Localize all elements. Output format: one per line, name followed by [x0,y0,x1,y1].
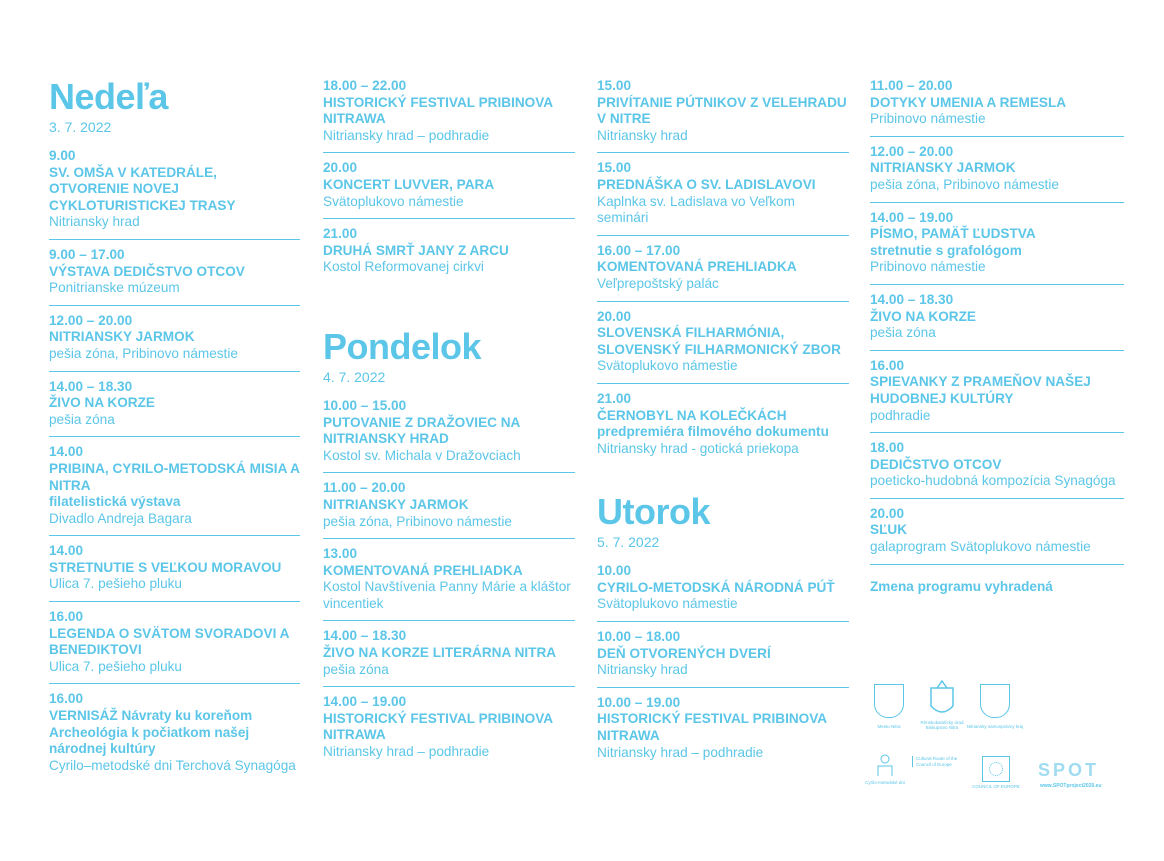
event-place: pešia zóna, Pribinovo námestie [870,176,1059,192]
event-time: 14.00 – 19.00 [323,694,407,710]
coe-logo [972,756,1020,789]
column-3 [597,78,849,769]
event-title: NITRIANSKY JARMOK [323,496,469,512]
event-time: 10.00 – 19.00 [597,694,681,710]
event-place: Nitriansky hrad [597,662,688,678]
event-title: PRIBINA, CYRILO-METODSKÁ MISIA A NITRA [49,460,300,493]
event-place: Ponitrianske múzeum [49,280,180,296]
event-place: Svätoplukovo námestie [323,193,464,209]
cultural-route-logo [912,756,962,767]
event-place: Nitriansky hrad - gotická priekopa [597,440,799,456]
event-time: 14.00 – 18.30 [323,628,407,644]
event-item [597,78,849,153]
event-time: 20.00 [870,505,905,521]
event-item [323,398,575,473]
event-place: Pribinovo námestie [870,111,986,127]
event-title: PRIVÍTANIE PÚTNIKOV Z VELEHRADU V NITRE [597,94,847,127]
event-item [323,687,575,768]
event-item [870,285,1124,351]
event-title: HISTORICKÝ FESTIVAL PRIBINOVA NITRAWA [323,94,553,127]
event-item [597,153,849,235]
event-place: Svätoplukovo námestie [597,358,738,374]
event-place: Ulica 7. pešieho pluku [49,576,182,592]
event-list [597,78,849,465]
event-item [323,78,575,153]
figure-icon [872,754,898,776]
event-time: 10.00 [597,563,632,579]
event-place: Nitriansky hrad [49,214,140,230]
event-time: 12.00 – 20.00 [870,143,954,159]
event-time: 14.00 – 19.00 [870,209,954,225]
event-item [323,621,575,687]
event-list [49,148,300,782]
spot-logo: SPOT [1038,760,1100,780]
program-change-note: Zmena programu vyhradená [870,578,1053,594]
event-item [870,137,1124,203]
event-time: 21.00 [323,226,358,242]
event-title: PUTOVANIE Z DRAŽOVIEC NA NITRIANSKY HRAD [323,414,520,447]
coe-caption: COUNCIL OF EUROPE [972,784,1020,789]
event-title: NITRIANSKY JARMOK [870,160,1016,176]
event-place: Cyrilo–metodské dni Terchová Synagóga [49,757,296,773]
event-item [323,219,575,284]
partner-logos [865,680,1128,800]
event-list [870,78,1124,565]
event-time: 15.00 [597,78,632,93]
day-title: Utorok [597,491,710,533]
city-logo-caption: Mesto Nitra [877,724,901,729]
event-place: Ulica 7. pešieho pluku [49,658,182,674]
event-title: VÝSTAVA DEDIČSTVO OTCOV [49,263,245,279]
event-place: Divadlo Andreja Bagara [49,510,192,526]
event-title: HISTORICKÝ FESTIVAL PRIBINOVA NITRAWA [323,710,553,743]
event-time: 15.00 [597,160,632,176]
region-logo [966,684,1024,729]
event-title: SĽUK [870,522,908,538]
event-item [597,688,849,769]
event-item [49,148,300,240]
event-title: KOMENTOVANÁ PREHLIADKA [597,259,797,275]
event-title: HISTORICKÝ FESTIVAL PRIBINOVA NITRAWA [597,711,827,744]
cm-days-logo [865,754,905,785]
event-title: ŽIVO NA KORZE LITERÁRNA NITRA [323,645,557,661]
event-item [597,622,849,688]
event-item [870,203,1124,285]
event-time: 14.00 – 18.30 [870,291,954,307]
day-date: 4. 7. 2022 [323,368,386,385]
event-place: podhradie [870,407,931,423]
event-title: DEDIČSTVO OTCOV [870,456,1002,472]
event-place: pešia zóna, Pribinovo námestie [49,345,238,361]
event-time: 21.00 [597,390,632,406]
event-time: 9.00 – 17.00 [49,246,125,262]
event-title: ŽIVO NA KORZE [870,308,976,324]
event-time: 10.00 – 15.00 [323,397,407,413]
event-list [597,563,849,769]
column-4 [870,78,1124,594]
region-shield-icon [980,684,1010,718]
event-time: 18.00 [870,440,905,456]
event-place: galaprogram Svätoplukovo námestie [870,539,1091,555]
event-item [597,302,849,384]
diocese-logo [920,680,964,730]
event-title: DOTYKY UMENIA A REMESLA [870,94,1067,110]
event-title [49,708,300,758]
event-title: PÍSMO, PAMÄŤ ĽUDSTVA [870,226,1036,242]
event-place: Nitriansky hrad – podhradie [597,744,764,760]
event-place: Nitriansky hrad – podhradie [323,744,490,760]
event-title: PREDNÁŠKA O SV. LADISLAVOVI [597,176,816,192]
event-place: Kaplnka sv. Ladislava vo Veľkom seminári [597,193,795,226]
event-time: 18.00 – 22.00 [323,78,407,93]
event-place: pešia zóna [49,411,115,427]
day-sunday [49,78,300,782]
event-subtitle: stretnutie s grafológom [870,242,1022,258]
day-title: Nedeľa [49,76,168,117]
event-title: ČERNOBYL NA KOLEČKÁCH [597,407,787,423]
event-time: 14.00 [49,543,84,559]
day-date: 5. 7. 2022 [597,534,660,551]
event-place: Kostol Navštívenia Panny Márie a kláštor vincentiek [323,579,571,611]
event-time: 20.00 [323,160,358,176]
diocese-logo-caption: Rímskokatolícky úrad Biskupstvo Nitra [920,720,964,730]
event-item [597,384,849,465]
event-place: Svätoplukovo námestie [597,596,738,612]
city-shield-icon [874,684,904,718]
event-title: CYRILO-METODSKÁ NÁRODNÁ PÚŤ [597,579,835,595]
event-item [49,372,300,438]
event-time: 16.00 – 17.00 [597,242,681,258]
event-item [49,306,300,372]
event-title: LEGENDA O SVÄTOM SVORADOVI A BENEDIKTOVI [49,625,289,658]
event-item [870,78,1124,137]
column-1 [49,78,300,782]
event-title: KONCERT LUVVER, PARA [323,176,495,192]
event-time: 13.00 [323,546,358,562]
event-list [323,398,575,769]
column-2 [323,78,575,769]
event-item [870,433,1124,499]
day-tuesday [597,493,849,769]
event-time: 16.00 [49,609,84,625]
event-time: 12.00 – 20.00 [49,312,133,328]
event-title: NITRIANSKY JARMOK [49,329,195,345]
event-item [49,240,300,306]
day-monday [323,325,575,769]
event-item [323,153,575,219]
city-logo [874,684,904,729]
event-place: Nitriansky hrad – podhradie [323,127,490,143]
event-title: STRETNUTIE S VEĽKOU MORAVOU [49,559,282,575]
event-item [49,437,300,536]
event-item [870,499,1124,565]
event-item [323,539,575,621]
spot-url: www.SPOTproject2020.eu [1040,783,1102,789]
event-place: Veľprepoštský palác [597,275,719,291]
event-time: 16.00 [49,691,84,707]
region-logo-caption: Nitriansky samosprávny kraj [966,724,1024,729]
event-time: 16.00 [870,357,905,373]
event-title: SLOVENSKÁ FILHARMÓNIA, SLOVENSKÝ FILHARMONICKÝ ZBOR [597,325,841,357]
event-item [49,602,300,684]
event-item [597,236,849,302]
event-place: Pribinovo námestie [870,259,986,275]
event-place: poeticko-hudobná kompozícia Synagóga [870,473,1116,489]
coe-emblem-icon [982,756,1010,782]
cultural-route-caption: Cultural Route of the Council of Europe [912,756,962,767]
event-place: pešia zóna [870,325,936,341]
day-date: 3. 7. 2022 [49,119,112,135]
diocese-crest-icon [927,680,957,718]
event-title: DEŇ OTVORENÝCH DVERÍ [597,645,771,661]
day-title: Pondelok [323,325,482,367]
event-subtitle: predpremiéra filmového dokumentu [597,424,829,440]
event-item [49,684,300,782]
event-title: KOMENTOVANÁ PREHLIADKA [323,562,523,578]
event-time: 20.00 [597,308,632,324]
event-title: DRUHÁ SMRŤ JANY Z ARCU [323,242,509,258]
event-item [323,473,575,539]
event-place: Kostol sv. Michala v Dražovciach [323,447,521,463]
event-time: 14.00 – 18.30 [49,378,133,394]
event-time: 11.00 – 20.00 [323,480,406,496]
event-time: 14.00 [49,444,84,460]
event-title: SPIEVANKY Z PRAMEŇOV NAŠEJ HUDOBNEJ KULTÚRY [870,374,1091,406]
event-item [49,536,300,602]
event-title: SV. OMŠA V KATEDRÁLE, OTVORENIE NOVEJ CYKLOTURISTICKEJ TRASY [49,164,236,213]
event-title: ŽIVO NA KORZE [49,395,155,411]
event-item [870,351,1124,433]
event-place: Nitriansky hrad [597,127,688,143]
event-time: 10.00 – 18.00 [597,629,681,645]
event-time: 11.00 – 20.00 [870,78,953,93]
event-place: pešia zóna, Pribinovo námestie [323,513,512,529]
event-place: pešia zóna [323,661,389,677]
event-subtitle: filatelistická výstava [49,494,181,510]
cm-days-caption: Cyrilo-metodské dni [865,780,905,785]
event-title-main: VERNISÁŽ [49,708,118,724]
event-place: Kostol Reformovanej cirkvi [323,259,484,275]
event-time: 9.00 [49,148,76,163]
event-item [597,563,849,622]
event-list [323,78,575,284]
event-title-rest: Návraty ku koreňom Archeológia k počiatkom našej národnej kultúry [49,708,253,757]
